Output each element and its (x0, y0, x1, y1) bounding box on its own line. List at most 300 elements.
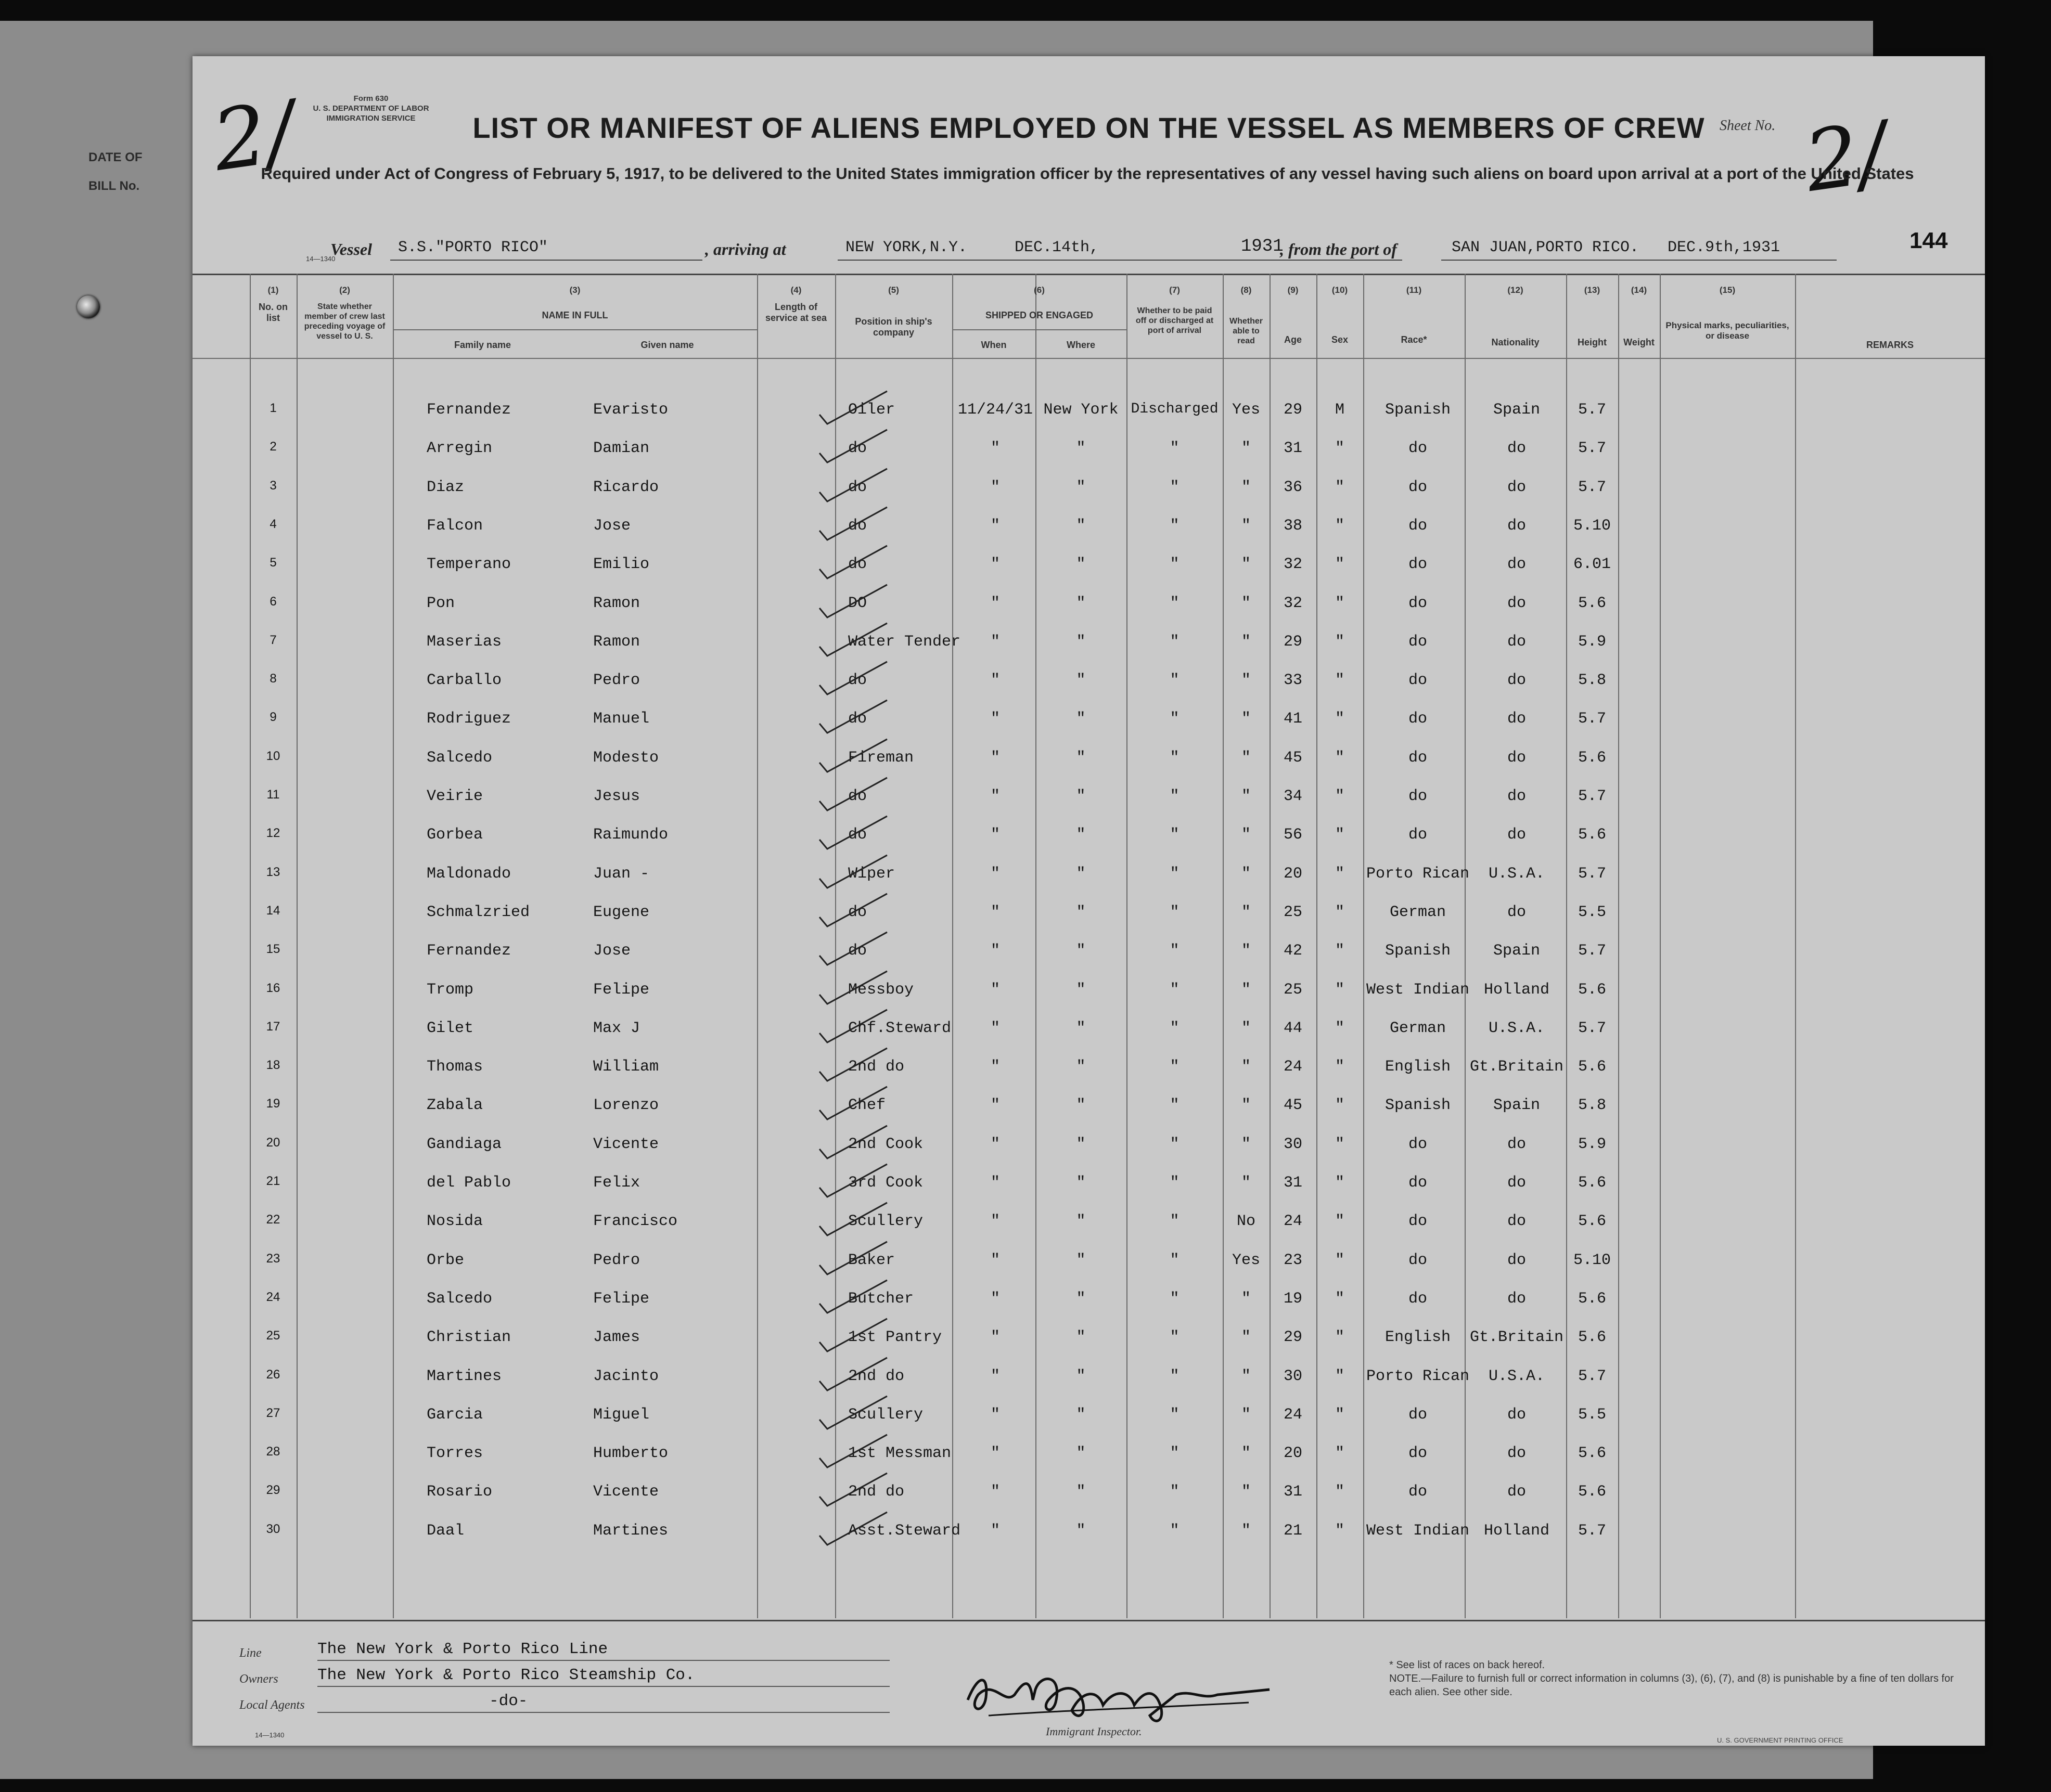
footer-block (239, 1640, 916, 1718)
check-mark (814, 698, 892, 734)
cell-nationality: Gt.Britain (1469, 1058, 1564, 1076)
cell-discharged: " (1170, 594, 1180, 612)
cell-nationality: do (1507, 826, 1526, 844)
check-mark (814, 427, 892, 463)
cell-row-number: 7 (270, 633, 277, 647)
cell-race: Porto Rican (1366, 865, 1470, 883)
cell-row-number: 9 (270, 710, 277, 725)
cell-height: 5.7 (1578, 942, 1606, 960)
col1-header: No. on list (259, 302, 288, 323)
cell-able-to-read: " (1241, 478, 1251, 496)
cell-age: 31 (1283, 1174, 1302, 1192)
cell-family-name: Zabala (427, 1097, 483, 1115)
cell-given-name: Pedro (593, 672, 640, 690)
cell-shipped-when: " (990, 788, 1000, 805)
table-row (193, 1281, 1985, 1319)
cell-given-name: Ricardo (593, 478, 659, 496)
cell-discharged: " (1170, 1367, 1180, 1385)
cell-position: Butcher (848, 1290, 914, 1308)
cell-position: Oiler (848, 401, 895, 419)
cell-height: 5.7 (1578, 865, 1606, 883)
col13-number: (13) (1584, 285, 1600, 295)
cell-discharged: " (1170, 903, 1180, 921)
underline (317, 1686, 890, 1687)
header-rule (393, 329, 757, 330)
col12-header: Nationality (1491, 337, 1540, 347)
cell-row-number: 26 (266, 1367, 280, 1382)
cell-nationality: Spain (1493, 401, 1540, 419)
cell-height: 5.7 (1578, 440, 1606, 458)
cell-age: 29 (1283, 1329, 1302, 1347)
cell-nationality: do (1507, 1135, 1526, 1153)
cell-family-name: Garcia (427, 1406, 483, 1424)
cell-height: 5.7 (1578, 1522, 1606, 1540)
cell-family-name: Christian (427, 1329, 511, 1347)
check-mark (814, 1162, 892, 1198)
cell-shipped-where: " (1076, 1251, 1086, 1269)
form-code: 14—1340 (306, 255, 336, 263)
check-mark (814, 1007, 892, 1043)
cell-race: do (1408, 478, 1427, 496)
cell-height: 5.6 (1578, 1329, 1606, 1347)
cell-age: 30 (1283, 1367, 1302, 1385)
cell-nationality: do (1507, 788, 1526, 805)
header-rule (952, 329, 1126, 330)
table-row (193, 1126, 1985, 1165)
cell-race: do (1408, 1290, 1427, 1308)
cell-sex: " (1335, 1135, 1344, 1153)
table-row (193, 894, 1985, 933)
owners-label: Owners (239, 1672, 278, 1686)
owners-value: The New York & Porto Rico Steamship Co. (317, 1666, 695, 1684)
col8-number: (8) (1240, 285, 1252, 295)
cell-race: West Indian (1366, 981, 1470, 999)
cell-family-name: Rosario (427, 1483, 493, 1501)
cell-discharged: " (1170, 1213, 1180, 1231)
cell-nationality: do (1507, 556, 1526, 574)
col3-number: (3) (569, 285, 581, 295)
cell-row-number: 13 (266, 865, 280, 879)
cell-able-to-read: " (1241, 633, 1251, 651)
cell-able-to-read: Yes (1232, 1251, 1260, 1269)
cell-family-name: Nosida (427, 1213, 483, 1231)
cell-discharged: " (1170, 826, 1180, 844)
cell-shipped-when: " (990, 1367, 1000, 1385)
cell-sex: " (1335, 1522, 1344, 1540)
col3-header: NAME IN FULL (542, 310, 608, 320)
remarks-header: REMARKS (1866, 340, 1914, 350)
cell-height: 5.6 (1578, 1174, 1606, 1192)
cell-age: 29 (1283, 401, 1302, 419)
check-mark (814, 389, 892, 425)
arriving-at: NEW YORK,N.Y. (845, 239, 968, 256)
cell-row-number: 2 (270, 440, 277, 454)
cell-age: 45 (1283, 749, 1302, 767)
cell-height: 5.5 (1578, 903, 1606, 921)
cell-race: do (1408, 594, 1427, 612)
cell-given-name: Ramon (593, 594, 640, 612)
cell-sex: " (1335, 1058, 1344, 1076)
inspector-signature (957, 1658, 1280, 1731)
cell-family-name: Maldonado (427, 865, 511, 883)
cell-sex: " (1335, 1445, 1344, 1463)
cell-race: do (1408, 1445, 1427, 1463)
cell-able-to-read: " (1241, 440, 1251, 458)
cell-able-to-read: " (1241, 1058, 1251, 1076)
cell-sex: " (1335, 1019, 1344, 1037)
table-row (193, 1049, 1985, 1087)
cell-given-name: Jesus (593, 788, 640, 805)
cell-able-to-read: " (1241, 1483, 1251, 1501)
cell-row-number: 18 (266, 1058, 280, 1073)
page-title: LIST OR MANIFEST OF ALIENS EMPLOYED ON THE VESSEL AS MEMBERS OF CREW (472, 111, 1705, 144)
cell-nationality: do (1507, 1251, 1526, 1269)
cell-family-name: Veirie (427, 788, 483, 805)
cell-sex: " (1335, 1406, 1344, 1424)
underline (390, 260, 702, 261)
col3-family-header: Family name (454, 340, 511, 350)
col3-given-header: Given name (640, 340, 694, 350)
table-row (193, 740, 1985, 778)
cell-race: do (1408, 826, 1427, 844)
cell-shipped-when: " (990, 981, 1000, 999)
cell-discharged: " (1170, 478, 1180, 496)
cell-discharged: " (1170, 440, 1180, 458)
cell-sex: " (1335, 1213, 1344, 1231)
cell-shipped-where: " (1076, 1019, 1086, 1037)
cell-race: Spanish (1385, 1097, 1451, 1115)
cell-able-to-read: " (1241, 1019, 1251, 1037)
cell-row-number: 24 (266, 1290, 280, 1304)
cell-given-name: Jose (593, 942, 631, 960)
cell-shipped-when: " (990, 1522, 1000, 1540)
cell-given-name: Max J (593, 1019, 640, 1037)
page-subtitle: Required under Act of Congress of February 5, 1917, to be delivered to the United States immigration officer by the representatives of any vessel having such aliens on board upon arrival at a port of the United States (261, 164, 1914, 183)
cell-family-name: Salcedo (427, 749, 493, 767)
cell-shipped-where: " (1076, 865, 1086, 883)
cell-able-to-read: " (1241, 1367, 1251, 1385)
cell-given-name: William (593, 1058, 659, 1076)
cell-race: English (1385, 1058, 1451, 1076)
cell-row-number: 17 (266, 1019, 280, 1034)
cell-age: 25 (1283, 981, 1302, 999)
table-row (193, 972, 1985, 1010)
vessel-line (193, 236, 1985, 267)
cell-height: 5.6 (1578, 594, 1606, 612)
cell-discharged: " (1170, 865, 1180, 883)
cell-able-to-read: " (1241, 1290, 1251, 1308)
cell-nationality: do (1507, 1445, 1526, 1463)
check-mark (814, 621, 892, 657)
table-row (193, 1165, 1985, 1203)
check-mark (814, 1123, 892, 1159)
cell-able-to-read: " (1241, 556, 1251, 574)
cell-height: 5.7 (1578, 788, 1606, 805)
check-mark (814, 775, 892, 811)
col6-header: SHIPPED OR ENGAGED (985, 310, 1094, 320)
cell-family-name: Daal (427, 1522, 465, 1540)
cell-discharged: " (1170, 1445, 1180, 1463)
table-row (193, 469, 1985, 508)
cell-able-to-read: Yes (1232, 401, 1260, 419)
cell-nationality: Holland (1483, 981, 1550, 999)
cell-age: 45 (1283, 1097, 1302, 1115)
table-row (193, 1474, 1985, 1512)
cell-discharged: " (1170, 1174, 1180, 1192)
cell-discharged: " (1170, 1483, 1180, 1501)
cell-row-number: 22 (266, 1213, 280, 1227)
col7-header: Whether to be paid off or discharged at port of arrival (1135, 306, 1214, 335)
table-row (193, 701, 1985, 739)
cell-able-to-read: " (1241, 981, 1251, 999)
cell-height: 5.8 (1578, 1097, 1606, 1115)
col2-header: State whether member of crew last preceding voyage of vessel to U. S. (304, 302, 386, 341)
cell-shipped-when: " (990, 440, 1000, 458)
cell-sex: " (1335, 1329, 1344, 1347)
cell-shipped-when: " (990, 517, 1000, 535)
cell-sex: " (1335, 788, 1344, 805)
check-mark (814, 891, 892, 927)
check-mark (814, 814, 892, 850)
cell-given-name: Felipe (593, 981, 650, 999)
cell-position: DO (848, 594, 867, 612)
table-row (193, 1513, 1985, 1551)
cell-nationality: Spain (1493, 942, 1540, 960)
check-mark (814, 1471, 892, 1507)
cell-age: 19 (1283, 1290, 1302, 1308)
punch-hole (77, 295, 100, 318)
check-mark (814, 1510, 892, 1546)
cell-family-name: Carballo (427, 672, 502, 690)
cell-family-name: Pon (427, 594, 455, 612)
cell-sex: " (1335, 710, 1344, 728)
cell-race: do (1408, 1251, 1427, 1269)
margin-bill-label: BILL No. (88, 179, 140, 193)
check-mark (814, 1432, 892, 1468)
table-row (193, 1435, 1985, 1474)
underline (1441, 260, 1837, 261)
cell-age: 30 (1283, 1135, 1302, 1153)
cell-age: 20 (1283, 865, 1302, 883)
cell-height: 5.6 (1578, 1058, 1606, 1076)
printer-imprint: U. S. GOVERNMENT PRINTING OFFICE (1717, 1736, 1843, 1744)
cell-position: do (848, 788, 867, 805)
cell-age: 31 (1283, 440, 1302, 458)
cell-age: 56 (1283, 826, 1302, 844)
col1-number: (1) (267, 285, 279, 295)
cell-age: 32 (1283, 556, 1302, 574)
cell-age: 34 (1283, 788, 1302, 805)
cell-family-name: Arregin (427, 440, 493, 458)
cell-shipped-where: " (1076, 1097, 1086, 1115)
cell-age: 20 (1283, 1445, 1302, 1463)
table-row (193, 1242, 1985, 1281)
cell-row-number: 4 (270, 517, 277, 531)
cell-shipped-when: " (990, 1406, 1000, 1424)
col6-when-header: When (981, 340, 1007, 350)
service: IMMIGRATION SERVICE (326, 114, 416, 123)
table-row (193, 392, 1985, 430)
cell-shipped-when: " (990, 556, 1000, 574)
cell-given-name: Humberto (593, 1445, 669, 1463)
cell-sex: " (1335, 749, 1344, 767)
cell-sex: " (1335, 594, 1344, 612)
cell-shipped-where: New York (1043, 401, 1119, 419)
check-mark (814, 582, 892, 618)
cell-race: Porto Rican (1366, 1367, 1470, 1385)
cell-able-to-read: " (1241, 903, 1251, 921)
cell-position: Chf.Steward (848, 1019, 952, 1037)
cell-family-name: Maserias (427, 633, 502, 651)
cell-shipped-where: " (1076, 903, 1086, 921)
cell-shipped-where: " (1076, 1522, 1086, 1540)
check-mark (814, 853, 892, 889)
cell-row-number: 11 (266, 788, 280, 802)
arrival-date: DEC.14th, (1015, 239, 1099, 256)
cell-shipped-where: " (1076, 1058, 1086, 1076)
col8-header: Whether able to read (1229, 317, 1263, 345)
cell-age: 25 (1283, 903, 1302, 921)
cell-shipped-when: " (990, 1329, 1000, 1347)
cell-family-name: Salcedo (427, 1290, 493, 1308)
cell-discharged: " (1170, 1135, 1180, 1153)
cell-age: 31 (1283, 1483, 1302, 1501)
cell-shipped-when: " (990, 672, 1000, 690)
cell-height: 5.6 (1578, 749, 1606, 767)
cell-discharged: Discharged (1131, 401, 1219, 417)
cell-discharged: " (1170, 1290, 1180, 1308)
cell-given-name: Manuel (593, 710, 650, 728)
arriving-label: , arriving at (705, 240, 786, 259)
cell-position: Baker (848, 1251, 895, 1269)
agents-value: -do- (489, 1692, 528, 1710)
cell-nationality: do (1507, 633, 1526, 651)
cell-row-number: 12 (266, 826, 280, 841)
cell-family-name: del Pablo (427, 1174, 511, 1192)
underline (317, 1712, 890, 1713)
check-mark (814, 1239, 892, 1275)
cell-nationality: U.S.A. (1488, 865, 1545, 883)
cell-position: Wiper (848, 865, 895, 883)
cell-height: 5.7 (1578, 1367, 1606, 1385)
page-number: 144 (1909, 228, 1948, 253)
cell-shipped-when: " (990, 942, 1000, 960)
cell-nationality: do (1507, 1290, 1526, 1308)
cell-age: 23 (1283, 1251, 1302, 1269)
table-row (193, 933, 1985, 971)
from-label: , from the port of (1280, 240, 1397, 259)
cell-shipped-where: " (1076, 942, 1086, 960)
cell-sex: " (1335, 1367, 1344, 1385)
cell-shipped-where: " (1076, 981, 1086, 999)
cell-height: 5.5 (1578, 1406, 1606, 1424)
table-row (193, 430, 1985, 469)
cell-sex: " (1335, 903, 1344, 921)
cell-sex: " (1335, 478, 1344, 496)
cell-given-name: Ramon (593, 633, 640, 651)
handwritten-right-mark: 2/ (1799, 103, 1893, 211)
table-row (193, 1358, 1985, 1397)
cell-shipped-where: " (1076, 1367, 1086, 1385)
cell-given-name: Lorenzo (593, 1097, 659, 1115)
table-row (193, 546, 1985, 585)
cell-shipped-when: " (990, 826, 1000, 844)
agents-label: Local Agents (239, 1698, 305, 1712)
handwritten-left-mark: 2/ (207, 82, 301, 190)
col12-number: (12) (1507, 285, 1523, 295)
cell-able-to-read: " (1241, 865, 1251, 883)
cell-position: Scullery (848, 1213, 924, 1231)
cell-family-name: Thomas (427, 1058, 483, 1076)
departure-date: DEC.9th,1931 (1668, 239, 1780, 256)
cell-shipped-where: " (1076, 556, 1086, 574)
cell-family-name: Fernandez (427, 401, 511, 419)
cell-race: West Indian (1366, 1522, 1470, 1540)
cell-sex: " (1335, 556, 1344, 574)
cell-race: do (1408, 710, 1427, 728)
cell-shipped-where: " (1076, 1135, 1086, 1153)
cell-family-name: Temperano (427, 556, 511, 574)
cell-height: 5.6 (1578, 1213, 1606, 1231)
cell-shipped-where: " (1076, 1213, 1086, 1231)
cell-given-name: Juan - (593, 865, 650, 883)
cell-sex: " (1335, 1290, 1344, 1308)
check-mark (814, 1394, 892, 1430)
cell-age: 24 (1283, 1406, 1302, 1424)
cell-discharged: " (1170, 981, 1180, 999)
cell-discharged: " (1170, 1522, 1180, 1540)
cell-height: 5.7 (1578, 478, 1606, 496)
cell-race: English (1385, 1329, 1451, 1347)
cell-given-name: Jose (593, 517, 631, 535)
cell-nationality: do (1507, 1213, 1526, 1231)
cell-height: 5.6 (1578, 1483, 1606, 1501)
cell-position: 2nd Cook (848, 1135, 924, 1153)
table-row (193, 1319, 1985, 1358)
footer-form-code: 14—1340 (255, 1731, 285, 1739)
cell-able-to-read: " (1241, 1174, 1251, 1192)
cell-family-name: Schmalzried (427, 903, 530, 921)
cell-position: 1st Messman (848, 1445, 952, 1463)
cell-able-to-read: " (1241, 1135, 1251, 1153)
cell-row-number: 8 (270, 672, 277, 686)
form-number: Form 630 (353, 94, 389, 103)
cell-shipped-when: " (990, 1058, 1000, 1076)
cell-row-number: 28 (266, 1445, 280, 1459)
cell-height: 5.8 (1578, 672, 1606, 690)
cell-able-to-read: " (1241, 788, 1251, 805)
cell-family-name: Gilet (427, 1019, 474, 1037)
cell-shipped-when: " (990, 1019, 1000, 1037)
cell-sex: " (1335, 672, 1344, 690)
cell-shipped-when: " (990, 594, 1000, 612)
cell-age: 38 (1283, 517, 1302, 535)
col5-number: (5) (888, 285, 899, 295)
cell-given-name: Felix (593, 1174, 640, 1192)
cell-able-to-read: " (1241, 1406, 1251, 1424)
cell-family-name: Gandiaga (427, 1135, 502, 1153)
cell-shipped-where: " (1076, 1445, 1086, 1463)
cell-nationality: do (1507, 749, 1526, 767)
cell-age: 32 (1283, 594, 1302, 612)
check-mark (814, 1316, 892, 1352)
cell-row-number: 14 (266, 903, 280, 918)
col15-header: Physical marks, peculiarities, or disease (1665, 320, 1789, 341)
cell-shipped-when: " (990, 749, 1000, 767)
cell-shipped-where: " (1076, 1406, 1086, 1424)
cell-discharged: " (1170, 633, 1180, 651)
cell-race: do (1408, 440, 1427, 458)
